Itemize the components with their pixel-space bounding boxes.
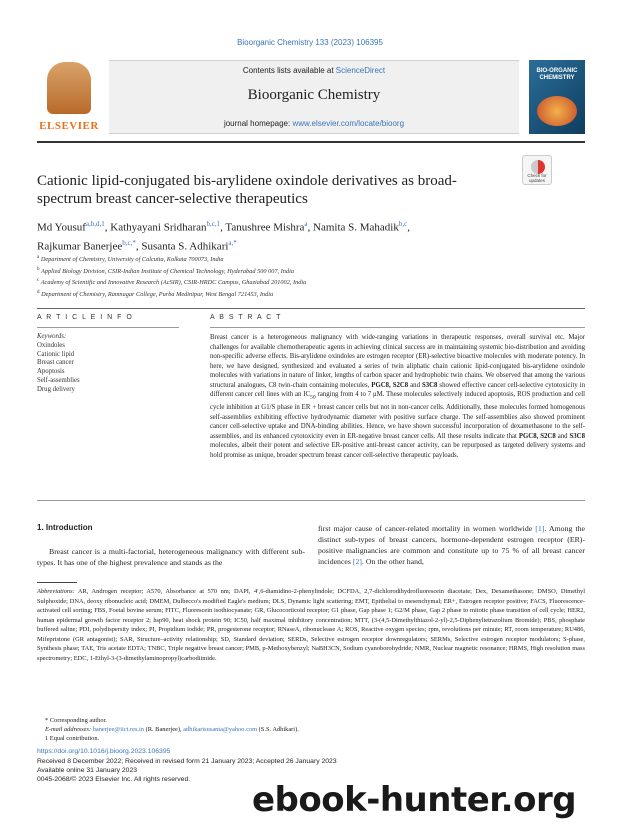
keywords-block [37,333,177,395]
check-updates-label: Check for updates [527,173,547,183]
email-addresses: E-mail addresses: banerjee@iict.res.in (R. Banerjee), adhikarisusanta@yahoo.com (S.S. Adhikari). [45,726,299,733]
elsevier-tree-icon [47,62,91,114]
article-info-underline [37,327,179,328]
compound-name: PGC8, S2C8 [518,432,556,440]
keyword-item: Cationic lipid [37,350,75,358]
author-affiliation-marker[interactable]: b,c,* [122,238,136,247]
homepage-link[interactable]: www.elsevier.com/locate/bioorg [292,119,405,128]
affiliation-list [37,253,585,299]
abstract-text: Breast cancer is a heterogeneous malignancy with wide-ranging variations in therapeutic responses, overall survival etc. Major challenges for available chemotherapeutic agents in achieving clinical success are in maintaining systemic bio-distribution and avoiding non-specific adverse effects. Bis-arylidene oxindoles are estrogen receptor (ER)-selective bioactive molecules with moderate potency. In here, we have designed, synthesized and evaluated a series of twin aliphatic chain cationic lipid-conjugated bis-arylidene oxindole molecules with variations in nature of linker, lengths of carbon spacer and hydrophobic twin chains. We observed that among the various structural analogues, C8 twin-chain containing molecules, PGC8, S2C8 and S3C8 showed effective cancer cell-selective cytotoxicity in different cancer cell lines with an $IC_{50}$ ranging from 4 to 7 μM. These molecules selectively induced apoptosis, ROS production and cell cycle inhibition at G1/S phase in ER + breast cancer cells but not in non-cancer cells. Additionally, these molecules formed homogenous self-assemblies exhibiting effective hydrodynamic diameter with positive surface charge. The self-assemblies also showed prominent cancer cell-selective uptake and DNA-binding abilities. Hence, we have shown successful incorporation of dexamethasone to the self-assemblies, and its enhanced cytotoxicity even in ER-negative breast cancer cells. All these results indicate that PGC8, S2C8 and S3C8 molecules, albeit their potent and selective ER-positive anti-breast cancer activity, can be repurposed as targeted delivery systems and hold promise as unique, broader spectrum breast cancer cell-selective therapeutic payloads. [210,334,585,459]
author-name[interactable]: Kathyayani Sridharan [110,221,207,234]
author-affiliation-marker[interactable]: b,c,1 [206,220,221,228]
compound-name: S3C8 [421,381,438,389]
author-name[interactable]: Susanta S. Adhikari [141,240,229,253]
article-info-divider [37,308,585,309]
introduction-left-column: Breast cancer is a multi-factorial, heterogeneous malignancy with different sub-types. It has one of the highest prevalence and stands as the [37,547,305,567]
article-info-heading: A R T I C L E I N F O [37,314,134,321]
contents-line [109,66,519,75]
elsevier-logo [37,60,101,134]
affiliation-item: $^b$ Applied Biology Division, CSIR-Indian Institute of Chemical Technology, Hyderabad 500 007, India [37,266,294,275]
received-dates: Received 8 December 2022; Received in revised form 21 January 2023; Accepted 26 January 2023 [37,758,337,765]
author-name[interactable]: Namita S. Mahadik [313,221,399,234]
homepage-prefix: journal homepage: [223,119,293,128]
sciencedirect-link[interactable]: ScienceDirect [335,66,386,75]
keyword-item: Drug delivery [37,385,75,393]
author-name[interactable]: Tanushree Mishra [225,221,305,234]
keyword-item: Self-assemblies [37,376,80,384]
introduction-right-column: first major cause of cancer-related mortality in women worldwide [1]. Among the distinct sub-types of breast cancers, hormone-dependent estrogen receptor (ER)-positive malignancies are common and constitute up to 75 % of all breast cancer incidences [2]. On the other hand, [318,524,585,566]
online-date: Available online 31 January 2023 [37,767,138,774]
corresponding-author-note: * Corresponding author. [45,717,107,724]
article-title: Cationic lipid-conjugated bis-arylidene oxindole derivatives as broad-spectrum breast cancer-selective therapeutics [37,173,457,207]
keywords-title: Keywords: [37,333,67,340]
keyword-item: Oxindoles [37,341,65,349]
compound-name: PGC8, S2C8 [371,381,409,389]
author-list: Md Yousuf$^{a,b,d,1}$, Kathyayani Sridharan$^{b,c,1}$, Tanushree Mishra$^a$, Namita S. Mahadik$^{b,c}$, Rajkumar Banerjee$^{b,c,*}$, Susanta S. Adhikari$^{a,*}$ [37,220,410,253]
header-divider [37,141,585,143]
abstract-underline [210,327,585,328]
journal-cover-image[interactable] [529,60,585,134]
author-affiliation-marker[interactable]: b,c [398,220,408,228]
citation-link[interactable]: [1] [535,524,545,533]
affiliation-item: $^d$ Department of Chemistry, Ramnagar College, Purba Medinipur, West Bengal 721453, India [37,289,274,298]
affiliation-item: $^c$ Academy of Scientific and Innovative Research (AcSIR), CSIR-HRDC Campus, Ghaziabad 201002, India [37,278,307,287]
email-link[interactable]: banerjee@iict.res.in [92,726,144,733]
author-name[interactable]: Md Yousuf [37,221,86,234]
citation-link[interactable]: [2] [352,557,362,566]
email-link[interactable]: adhikarisusanta@yahoo.com [183,726,258,733]
introduction-heading: 1. Introduction [37,523,93,532]
cover-art [537,96,577,126]
affiliation-item: $^a$ Department of Chemistry, University of Calcutta, Kolkata 700073, India [37,255,224,264]
check-for-updates-button[interactable] [522,155,552,185]
elsevier-wordmark: ELSEVIER [39,120,99,132]
doi-link[interactable]: https://doi.org/10.1016/j.bioorg.2023.106395 [37,748,171,755]
footnote-divider [37,582,77,583]
watermark-text: ebook-hunter.org [252,780,577,820]
journal-title: Bioorganic Chemistry [247,87,381,103]
keyword-item: Apoptosis [37,368,65,376]
homepage-line [109,119,519,128]
contents-prefix: Contents lists available at [242,66,336,75]
journal-citation[interactable]: Bioorganic Chemistry 133 (2023) 106395 [237,38,383,47]
author-affiliation-marker[interactable]: a,b,d,1 [85,220,105,228]
abbreviations-footnote: Abbreviations: AR, Androgen receptor; A570, Absorbance at 570 nm; DAPI, 4′,6-diamidino-2-phenylindole; DCFDA, 2,7-dichlorodihydrofluorescein diacetate; Dex, Dexamethasone; DMSO, Dimethyl Sulphoxide; DNA, deoxy ribonucleic acid; DMEM, Dulbecco's modified Eagle's medium; DLS, Dynamic light scattering; EMT, Epithelial to mesenchymal; ER+, Estrogen receptor positive; FACS, Fluorescence-activated cell sorting; FBS, Foetal bovine serum; FITC, Fluorescein isothiocyanate; GR, Glucocorticoid receptor; G1 phase, Gap phase 1; G2/M phase, Gap 2 phase to mitotic phase transition of cell cycle; HER2, human epidermal growth factor receptor 2; hsp90, heat shock protein 90; IC50, half maximal inhibitory concentration; MTT, (3-(4,5-Dimethylthiazol-2-yl)-2,5-Diphenyltetrazolium Bromide); PBS, phosphate buffered saline; PDI, polydispersity index; PI, Propidium iodide; PR, progesterone receptor; RNaseA, ribonuclease A; ROS, Reactive oxygen species; rpm, revolutions per minute; RT, room temperature; RU486, Mifepristone (GR antagonist); SAR, Structure–activity relationship; SD, Standard deviation; SERDs, Selective estrogen receptor downregulators; SERMs, Selective estrogen receptor modulators; S-phase, Synthesis phase; TAE, Tris acetate EDTA; TNBC, Triple negative breast cancer; PMB, p-Methoxybenzyl; NaBH3CN, Sodium cyanoborohydride; NMR, Nuclear magnetic resonance; HRMS, High resolution mass spectrometry; EDC, 1-Ethyl-3-(3-dimethylaminopropyl)carbodiimide. [37,588,585,662]
check-updates-icon [531,160,545,174]
copyright-notice: 0045-2068/© 2023 Elsevier Inc. All rights reserved. [37,776,191,783]
equal-contribution-note: 1 Equal contribution. [45,735,100,742]
abbreviations-title: Abbreviations: [37,588,75,595]
keyword-item: Breast cancer [37,359,74,367]
compound-name: S3C8 [569,432,585,440]
journal-banner [109,60,519,134]
author-affiliation-marker[interactable]: a,* [228,238,237,247]
abstract-heading: A B S T R A C T [210,314,282,321]
abstract-divider [37,500,585,501]
author-name[interactable]: Rajkumar Banerjee [37,240,123,253]
author-affiliation-marker[interactable]: a [304,220,308,228]
cover-title: BIO-ORGANIC CHEMISTRY [536,68,578,81]
journal-header [37,60,585,138]
